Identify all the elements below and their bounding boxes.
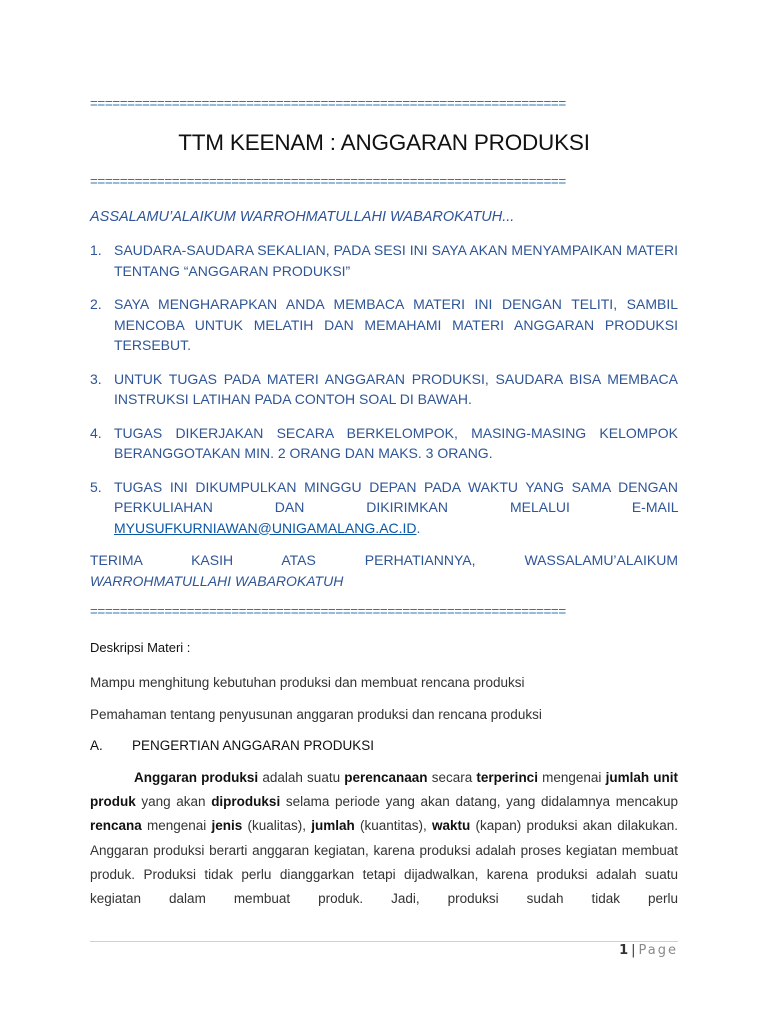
notice-number: 2. (90, 296, 102, 312)
page-label: Page (638, 943, 678, 958)
page-number: 1 (619, 943, 629, 958)
body-bold-term: rencana (90, 818, 142, 834)
title-divider: ================================================================ (90, 174, 566, 189)
body-text-run: yang akan (135, 794, 212, 810)
closing-message (90, 550, 678, 591)
body-text-run: mengenai (537, 770, 606, 785)
body-text-run: secara (427, 770, 477, 785)
body-text-run: (kapan) produksi akan dilakukan. Anggaran produksi berarti anggaran kegiatan, karena produksi adalah proses kegiatan membuat produk. Produksi tidak perlu dianggarkan tetapi dijadwalkan, karena produksi adalah suatu kegiatan dalam membuat produk. Jadi, produksi sudah tidak perlu (90, 818, 678, 907)
body-bold-term: jumlah unit produk (90, 770, 679, 810)
notice-item (90, 477, 678, 539)
body-bold-term: waktu (431, 818, 471, 834)
description-paragraph-2: Pemahaman tentang penyusunan anggaran produksi dan rencana produksi (90, 707, 542, 722)
document-title: TTM KEENAM : ANGGARAN PRODUKSI (178, 130, 590, 155)
body-text-run: mengenai (141, 818, 212, 834)
section-letter: A. (90, 738, 103, 753)
notice-item (90, 369, 678, 410)
footer-separator: | (631, 943, 636, 958)
section-divider: ================================================================ (90, 604, 566, 619)
body-text-run: selama periode yang akan datang, yang didalamnya mencakup (280, 794, 678, 810)
notice-item (90, 294, 678, 356)
body-text-run: adalah suatu (258, 770, 345, 785)
body-bold-term: terperinci (476, 770, 538, 785)
notice-text: UNTUK TUGAS PADA MATERI ANGGARAN PRODUKSI, SAUDARA BISA MEMBACA INSTRUKSI LATIHAN PADA CONTOH SOAL DI BAWAH. (114, 370, 678, 407)
email-link[interactable]: MYUSUFKURNIAWAN@UNIGAMALANG.AC.ID (114, 519, 417, 536)
body-paragraph (90, 766, 678, 911)
notice-item (90, 423, 678, 464)
closing-line-1: TERIMA KASIH ATAS PERHATIANNYA, WASSALAMU’ALAIKUM (90, 552, 678, 568)
description-heading: Deskripsi Materi : (90, 640, 191, 655)
notice-number: 4. (90, 424, 102, 441)
notice-number: 1. (90, 242, 102, 258)
body-bold-term: jenis (211, 818, 243, 834)
footer-rule (90, 941, 678, 942)
body-bold-term: Anggaran produksi (134, 770, 259, 785)
body-bold-term: jumlah (311, 818, 355, 834)
greeting: ASSALAMU’ALAIKUM WARROHMATULLAHI WABAROKATUH... (90, 209, 515, 225)
closing-line-2: WARROHMATULLAHI WABAROKATUH (90, 572, 344, 589)
top-divider: ================================================================ (90, 96, 566, 111)
notice-number: 5. (90, 478, 102, 495)
notice-text: SAUDARA-SAUDARA SEKALIAN, PADA SESI INI SAYA AKAN MENYAMPAIKAN MATERI TENTANG “ANGGARAN PRODUKSI” (114, 242, 678, 279)
notice-text: SAYA MENGHARAPKAN ANDA MEMBACA MATERI INI DENGAN TELITI, SAMBIL MENCOBA UNTUK MELATIH DAN MEMAHAMI MATERI ANGGARAN PRODUKSI TERSEBUT. (114, 296, 678, 353)
notice-text: TUGAS DIKERJAKAN SECARA BERKELOMPOK, MASING-MASING KELOMPOK BERANGGOTAKAN MIN. 2 ORANG DAN MAKS. 3 ORANG. (114, 424, 678, 461)
body-text (90, 766, 678, 911)
body-bold-term: diproduksi (211, 794, 281, 810)
section-title: PENGERTIAN ANGGARAN PRODUKSI (132, 738, 375, 753)
notice-text: TUGAS INI DIKUMPULKAN MINGGU DEPAN PADA WAKTU YANG SAMA DENGAN PERKULIAHAN DAN DIKIRIMKAN MELALUI E-MAIL (114, 478, 678, 515)
body-text-run: (kuantitas), (354, 818, 432, 834)
body-bold-term: perencanaan (344, 770, 428, 785)
section-heading (90, 738, 678, 753)
notice-number: 3. (90, 370, 102, 387)
notice-end-period: . (416, 519, 421, 536)
body-text-run: (kualitas), (242, 818, 312, 834)
notice-list (90, 240, 678, 551)
notice-item (90, 240, 678, 281)
page-footer (619, 942, 678, 960)
description-paragraph-1: Mampu menghitung kebutuhan produksi dan membuat rencana produksi (90, 675, 525, 690)
